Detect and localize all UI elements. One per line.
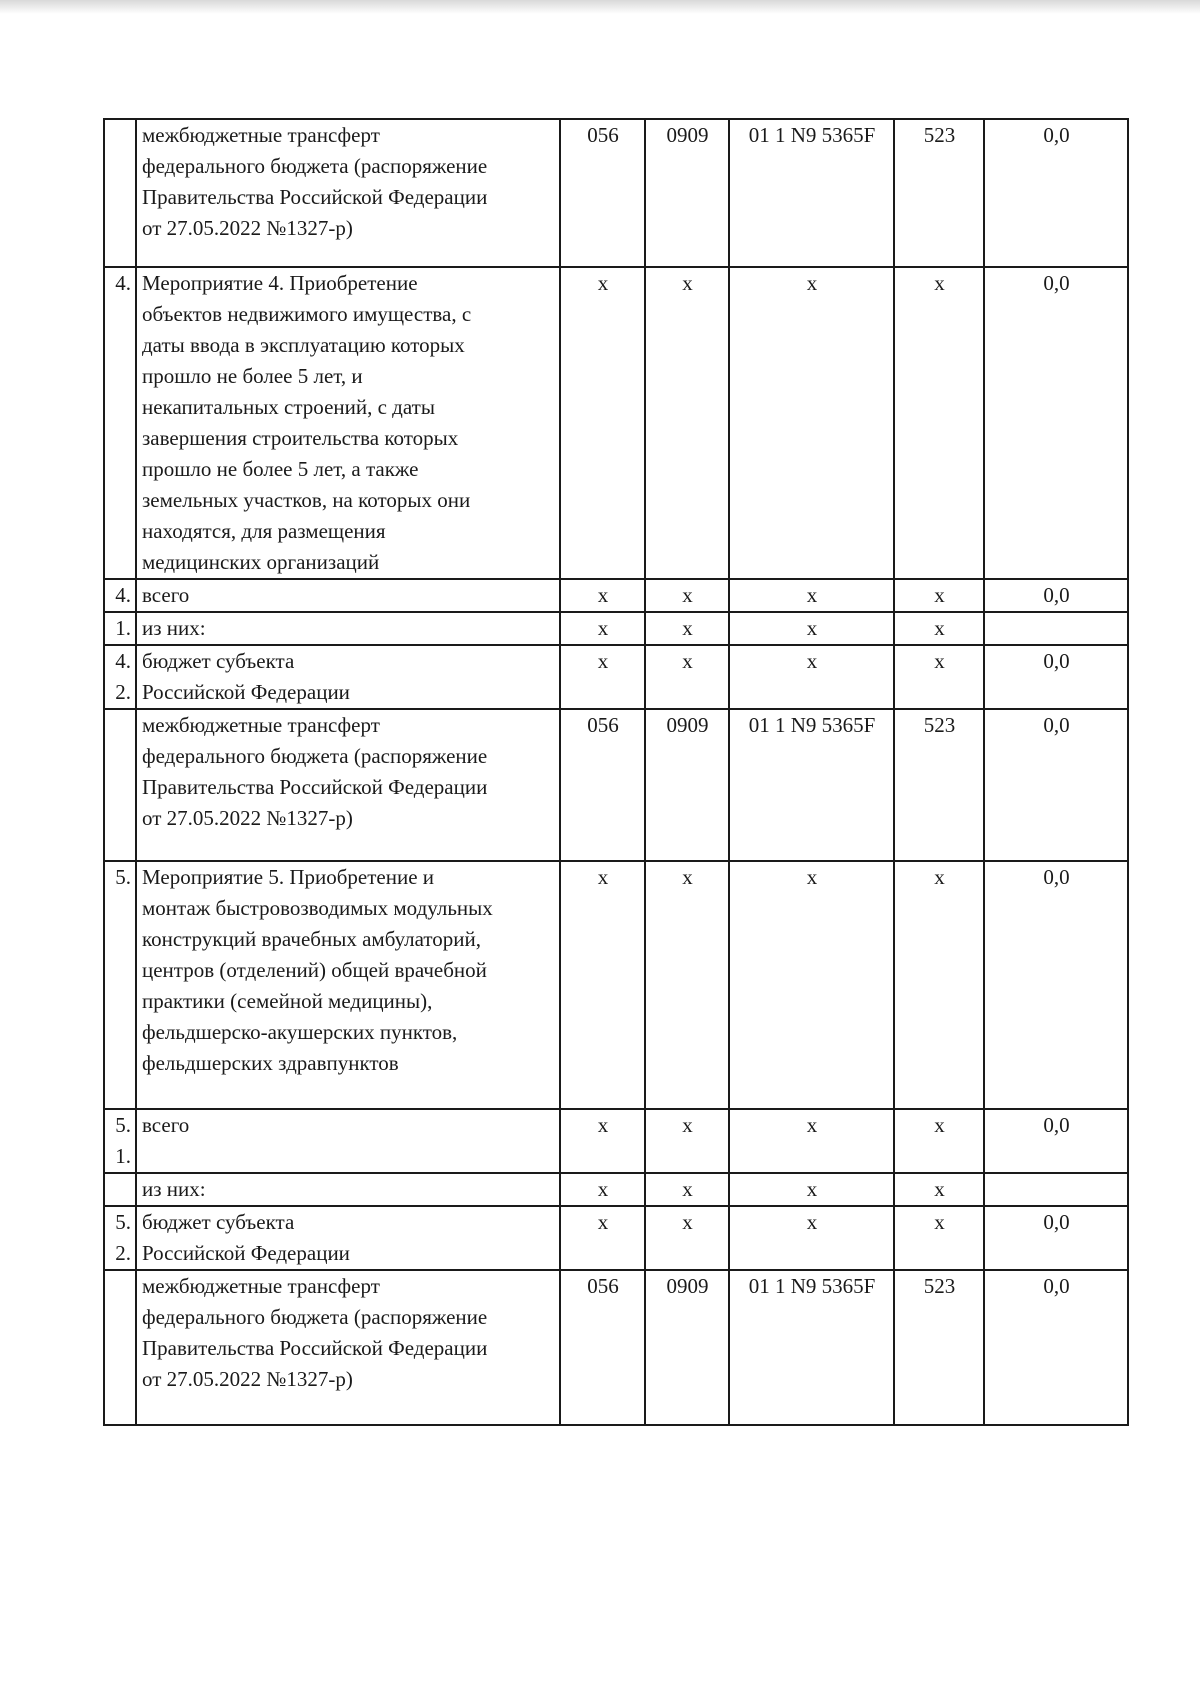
row-amount: 0,0: [984, 709, 1128, 861]
row-number: 5. 1.: [104, 1109, 136, 1173]
code-section: 0909: [645, 119, 729, 267]
code-ministry: x: [560, 1173, 645, 1206]
code-expense-type: 523: [894, 1270, 984, 1425]
code-expense-type: x: [894, 267, 984, 579]
code-target: x: [729, 1173, 894, 1206]
code-expense-type: x: [894, 579, 984, 612]
scan-edge: [0, 0, 1200, 14]
code-section: x: [645, 645, 729, 709]
code-section: 0909: [645, 1270, 729, 1425]
code-expense-type: x: [894, 1109, 984, 1173]
code-ministry: x: [560, 1109, 645, 1173]
code-ministry: 056: [560, 1270, 645, 1425]
code-target: x: [729, 612, 894, 645]
code-section: x: [645, 1206, 729, 1270]
code-ministry: 056: [560, 709, 645, 861]
code-ministry: x: [560, 612, 645, 645]
code-section: x: [645, 612, 729, 645]
table-row: [104, 612, 1128, 645]
table-row: [104, 119, 1128, 267]
row-number: 4.: [104, 579, 136, 612]
table-row: [104, 645, 1128, 709]
row-description: межбюджетные трансферт федерального бюджета (распоряжение Правительства Российской Федерации от 27.05.2022 №1327-р): [136, 119, 560, 267]
row-description: всего: [136, 1109, 560, 1173]
row-amount: 0,0: [984, 119, 1128, 267]
row-amount: 0,0: [984, 579, 1128, 612]
code-section: x: [645, 861, 729, 1109]
table-row: [104, 1109, 1128, 1173]
row-amount: [984, 1173, 1128, 1206]
code-target: x: [729, 645, 894, 709]
table-row: [104, 267, 1128, 579]
code-target: 01 1 N9 5365F: [729, 709, 894, 861]
code-ministry: x: [560, 1206, 645, 1270]
code-expense-type: 523: [894, 709, 984, 861]
row-description: Мероприятие 5. Приобретение и монтаж быстровозводимых модульных конструкций врачебных амбулаторий, центров (отделений) общей врачебной практики (семейной медицины), фельдшерско-акушерских пунктов, фельдшерских здравпунктов: [136, 861, 560, 1109]
table-row: [104, 709, 1128, 861]
row-number: 5.: [104, 861, 136, 1109]
code-section: x: [645, 1109, 729, 1173]
code-target: 01 1 N9 5365F: [729, 119, 894, 267]
code-section: x: [645, 1173, 729, 1206]
code-ministry: x: [560, 579, 645, 612]
row-amount: 0,0: [984, 1109, 1128, 1173]
row-number: 5. 2.: [104, 1206, 136, 1270]
table-row: [104, 861, 1128, 1109]
code-target: 01 1 N9 5365F: [729, 1270, 894, 1425]
row-number: 4.: [104, 267, 136, 579]
code-expense-type: 523: [894, 119, 984, 267]
row-amount: 0,0: [984, 1270, 1128, 1425]
row-number: [104, 119, 136, 267]
table-row: [104, 1173, 1128, 1206]
row-description: Мероприятие 4. Приобретение объектов недвижимого имущества, с даты ввода в эксплуатацию которых прошло не более 5 лет, и некапитальных строений, с даты завершения строительства которых прошло не более 5 лет, а также земельных участков, на которых они находятся, для размещения медицинских организаций: [136, 267, 560, 579]
code-target: x: [729, 1206, 894, 1270]
code-section: x: [645, 267, 729, 579]
row-amount: 0,0: [984, 645, 1128, 709]
code-target: x: [729, 267, 894, 579]
code-expense-type: x: [894, 1173, 984, 1206]
table-row: [104, 1206, 1128, 1270]
code-expense-type: x: [894, 612, 984, 645]
code-ministry: x: [560, 267, 645, 579]
row-number: [104, 1173, 136, 1206]
row-description: из них:: [136, 612, 560, 645]
code-target: x: [729, 1109, 894, 1173]
table-row: [104, 1270, 1128, 1425]
code-expense-type: x: [894, 861, 984, 1109]
row-description: бюджет субъекта Российской Федерации: [136, 645, 560, 709]
row-amount: 0,0: [984, 267, 1128, 579]
row-number: 4. 2.: [104, 645, 136, 709]
code-section: x: [645, 579, 729, 612]
budget-table: [103, 118, 1129, 1426]
row-amount: 0,0: [984, 861, 1128, 1109]
row-description: бюджет субъекта Российской Федерации: [136, 1206, 560, 1270]
code-target: x: [729, 579, 894, 612]
row-description: из них:: [136, 1173, 560, 1206]
code-ministry: x: [560, 645, 645, 709]
code-target: x: [729, 861, 894, 1109]
table-row: [104, 579, 1128, 612]
row-amount: 0,0: [984, 1206, 1128, 1270]
code-ministry: x: [560, 861, 645, 1109]
code-expense-type: x: [894, 1206, 984, 1270]
row-description: межбюджетные трансферт федерального бюджета (распоряжение Правительства Российской Федерации от 27.05.2022 №1327-р): [136, 709, 560, 861]
row-description: межбюджетные трансферт федерального бюджета (распоряжение Правительства Российской Федерации от 27.05.2022 №1327-р): [136, 1270, 560, 1425]
code-ministry: 056: [560, 119, 645, 267]
code-section: 0909: [645, 709, 729, 861]
code-expense-type: x: [894, 645, 984, 709]
row-description: всего: [136, 579, 560, 612]
row-number: 1.: [104, 612, 136, 645]
row-number: [104, 709, 136, 861]
row-amount: [984, 612, 1128, 645]
row-number: [104, 1270, 136, 1425]
